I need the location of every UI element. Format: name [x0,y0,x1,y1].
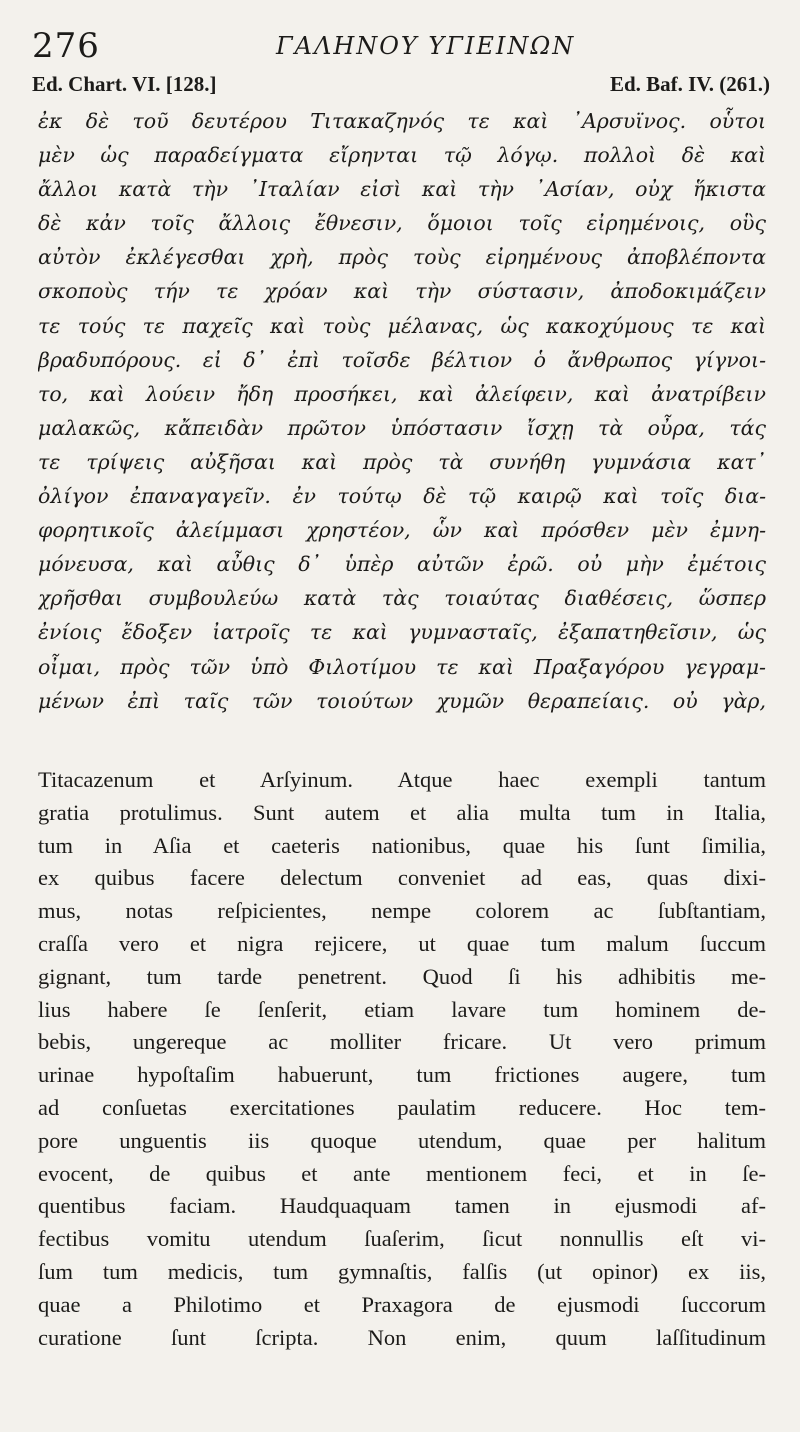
greek-line: ἄλλοι κατὰ τὴν ᾿Ιταλίαν εἰσὶ καὶ τὴν ᾿Ασίαν, οὐχ ἥκιστα [38,177,766,202]
latin-line: quentibus faciam. Haudquaquam tamen in ejusmodi af- [38,1193,766,1219]
greek-line: φορητικοῖς ἀλείμμασι χρηστέον, ὧν καὶ πρόσθεν μὲν ἐμνη- [38,518,766,543]
greek-line: μόνευσα, καὶ αὖθις δ᾿ ὑπὲρ αὐτῶν ἐρῶ. οὐ μὴν ἐμέτοις [38,552,766,577]
latin-line: tum in Aſia et caeteris nationibus, quae his ſunt ſimilia, [38,832,766,858]
latin-line: gignant, tum tarde penetrent. Quod ſi his adhibitis me- [38,963,766,989]
edition-reference-line [32,72,770,102]
greek-line: μὲν ὡς παραδείγματα εἴρηνται τῷ λόγῳ. πολλοὶ δὲ καὶ [38,143,766,168]
greek-line: αὐτὸν ἐκλέγεσθαι χρὴ, πρὸς τοὺς εἰρημένους ἀποβλέποντα [38,245,766,270]
latin-line: fectibus vomitu utendum ſuaſerim, ſicut nonnullis eſt vi- [38,1226,766,1252]
latin-line: urinae hypoſtaſim habuerunt, tum frictiones augere, tum [38,1062,766,1088]
page-header [32,26,760,66]
greek-line: βραδυπόρους. εἰ δ᾿ ἐπὶ τοῖσδε βέλτιον ὁ ἄνθρωπος γίγνοι- [38,347,766,372]
latin-line: mus, notas reſpicientes, nempe colorem ac ſubſtantiam, [38,898,766,924]
latin-line: craſſa vero et nigra rejicere, ut quae tum malum ſuccum [38,930,766,956]
greek-line: τε τρίψεις αὐξῆσαι καὶ πρὸς τὰ συνήθη γυμνάσια κατ᾿ [38,449,766,474]
latin-text-block [38,764,766,1354]
greek-line: ἐνίοις ἔδοξεν ἰατροῖς τε καὶ γυμνασταῖς, ἐξαπατηθεῖσιν, ὡς [38,620,766,645]
page-number: 276 [32,26,100,66]
latin-line: Titacazenum et Arſyinum. Atque haec exempli tantum [38,767,766,792]
edition-reference-basel: Ed. Baf. IV. (261.) [609,72,770,96]
latin-line: pore unguentis iis quoque utendum, quae per halitum [38,1127,766,1153]
latin-line: gratia protulimus. Sunt autem et alia multa tum in Italia, [38,799,766,825]
latin-line: quae a Philotimo et Praxagora de ejusmodi ſuccorum [38,1291,766,1317]
greek-line: τε τούς τε παχεῖς καὶ τοὺς μέλανας, ὡς κακοχύμους τε καὶ [38,313,766,338]
greek-line: χρῆσθαι συμβουλεύω κατὰ τὰς τοιαύτας διαθέσεις, ὥσπερ [38,586,766,611]
greek-line: οἶμαι, πρὸς τῶν ὑπὸ Φιλοτίμου τε καὶ Πραξαγόρου γεγραμ- [38,654,766,679]
greek-line: σκοποὺς τήν τε χρόαν καὶ τὴν σύστασιν, ἀποδοκιμάζειν [38,279,766,304]
latin-line: evocent, de quibus et ante mentionem feci, et in ſe- [38,1160,766,1186]
latin-line: curatione ſunt ſcripta. Non enim, quum laſſitudinum [38,1324,766,1350]
latin-line: bebis, ungereque ac molliter fricare. Ut vero primum [38,1029,766,1055]
greek-text-block [38,104,766,718]
edition-reference-chartier: Ed. Chart. VI. [128.] [32,72,217,96]
greek-line: δὲ κἀν τοῖς ἄλλοις ἔθνεσιν, ὅμοιοι τοῖς εἰρημένοις, οὓς [38,211,766,236]
latin-line: ad conſuetas exercitationes paulatim reducere. Hoc tem- [38,1094,766,1120]
latin-line: ex quibus facere delectum conveniet ad eas, quas dixi- [38,865,766,891]
latin-line: lius habere ſe ſenſerit, etiam lavare tum hominem de- [38,996,766,1022]
running-title: ΓΑΛΗΝΟΥ ΥΓΙΕΙΝΩΝ [276,32,576,60]
greek-line: το, καὶ λούειν ἤδη προσήκει, καὶ ἀλείφειν, καὶ ἀνατρίβειν [38,381,766,406]
greek-line: μένων ἐπὶ ταῖς τῶν τοιούτων χυμῶν θεραπείαις. οὐ γὰρ, [38,688,766,713]
greek-line: ὀλίγον ἐπαναγαγεῖν. ἐν τούτῳ δὲ τῷ καιρῷ καὶ τοῖς δια- [38,484,766,509]
greek-line: ἐκ δὲ τοῦ δευτέρου Τιτακαζηνός τε καὶ ᾿Αρσυϊνος. οὗτοι [38,109,766,133]
latin-line: ſum tum medicis, tum gymnaſtis, falſis (ut opinor) ex iis, [38,1258,766,1284]
greek-line: μαλακῶς, κἄπειδὰν πρῶτον ὑπόστασιν ἴσχῃ τὰ οὖρα, τάς [38,415,766,440]
